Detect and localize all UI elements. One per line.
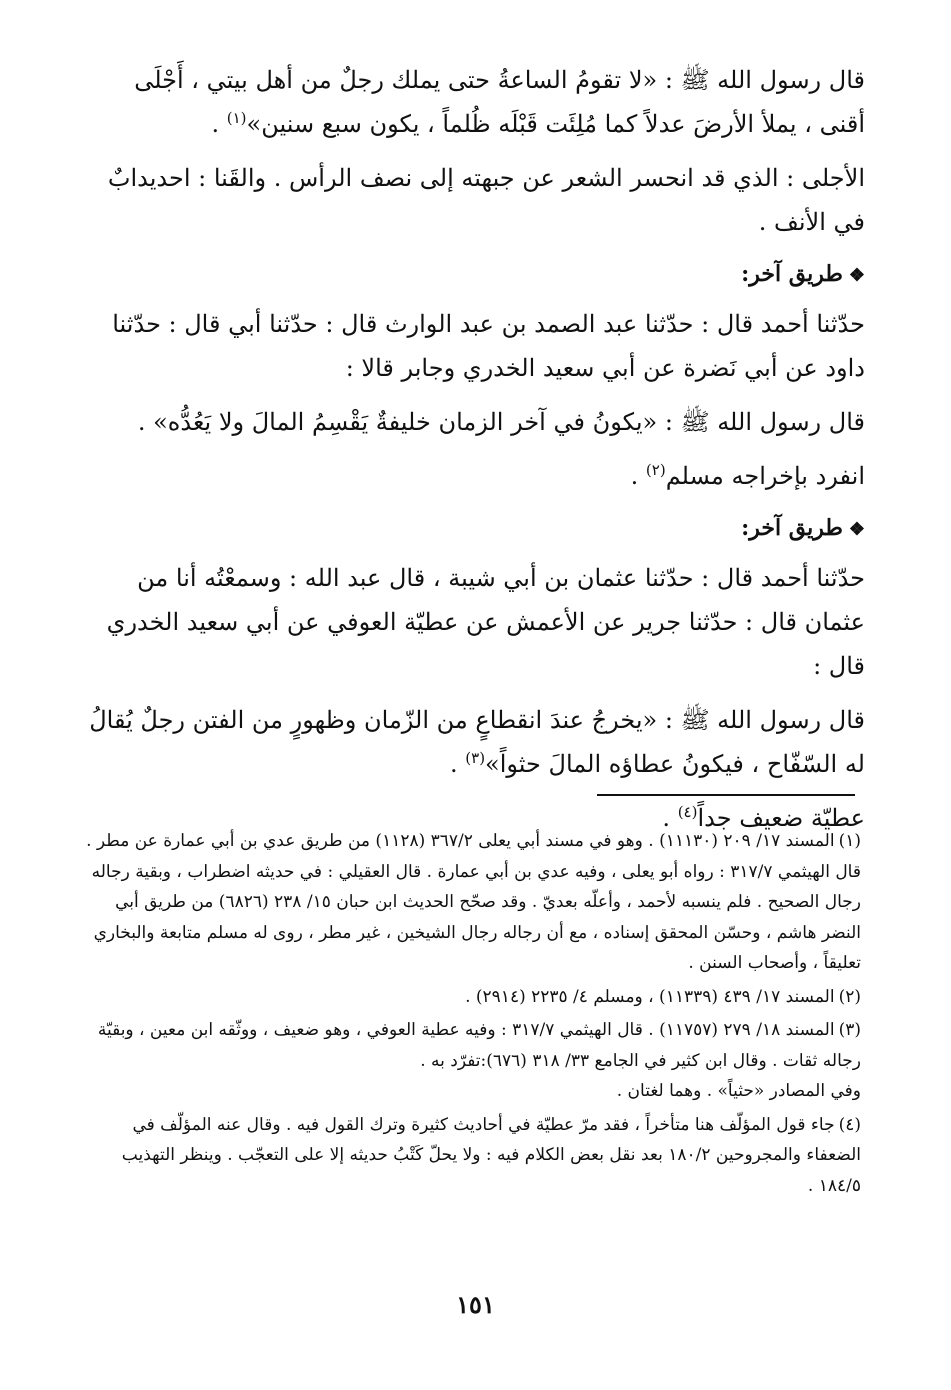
section-heading-2: ❖طريق آخر: bbox=[741, 515, 865, 541]
footnotes bbox=[86, 826, 861, 1204]
section-heading-1: ❖طريق آخر: bbox=[741, 261, 865, 287]
footnote-separator bbox=[597, 794, 855, 796]
main-text bbox=[86, 58, 865, 840]
footnote-ref-2[interactable]: (٢) bbox=[645, 461, 666, 479]
page-number: ١٥١ bbox=[456, 1290, 495, 1319]
hadith-paragraph-2: قال رسول الله ﷺ : «يكونُ في آخر الزمان خليفةٌ يَقْسِمُ المالَ ولا يَعُدُّه» . bbox=[137, 408, 865, 436]
grading-paragraph: عطيّة ضعيف جداً$^{(٤)}$ . bbox=[662, 803, 865, 832]
footnote-1: (١)المسند ١٧/ ٢٠٩ (١١١٣٠) . وهو في مسند أبي يعلى ٣٦٧/٢ (١١٢٨) من طريق عدي بن أبي عمارة عن مطر . قال الهيثمي ٣١٧/٧ : رواه أبو يعلى ، وفيه عدي بن أبي عمارة . قال العقيلي : في حديثه اضطراب ، وبقية رجاله رجال الصحيح . فلم ينسبه لأحمد ، وأعلّه بعديّ . وقد صحّح الحديث ابن حبان ١٥/ ٢٣٨ (٦٨٢٦) من طريق أبي النضر هاشم ، وحسّن المحقق إسناده ، مع أن رجاله رجال الشيخين ، غير مطر ، روى له مسلم متابعة والبخاري تعليقاً ، وأصحاب السنن . bbox=[86, 831, 861, 973]
footnote-2: (٢)المسند ١٧/ ٤٣٩ (١١٣٣٩) ، ومسلم ٤/ ٢٢٣٥ (٢٩١٤) . bbox=[465, 986, 861, 1007]
diamond-bullet-icon: ❖ bbox=[848, 265, 865, 286]
isnad-paragraph-1: حدّثنا أحمد قال : حدّثنا عبد الصمد بن عبد الوارث قال : حدّثنا أبي قال : حدّثنا داود عن أبي نَضرة عن أبي سعيد الخدري وجابر قالا : bbox=[112, 310, 865, 382]
footnote-ref-4[interactable]: (٤) bbox=[677, 803, 698, 821]
isnad-paragraph-2: حدّثنا أحمد قال : حدّثنا عثمان بن أبي شيبة ، قال عبد الله : وسمعْتُه أنا من عثمان قال : حدّثنا جرير عن الأعمش عن عطيّة العوفي عن أبي سعيد الخدري قال : bbox=[106, 564, 865, 680]
footnote-ref-3[interactable]: (٣) bbox=[465, 749, 486, 767]
footnote-3: (٣)المسند ١٨/ ٢٧٩ (١١٧٥٧) . قال الهيثمي ٣١٧/٧ : وفيه عطية العوفي ، وهو ضعيف ، ووثّقه ابن معين ، وبقيّة رجاله ثقات . وقال ابن كثير في الجامع ٣٣/ ٣١٨ (٦٧٦):تفرّد به . وفي المصادر «حثياً» . وهما لغتان . bbox=[97, 1020, 861, 1101]
takhrij-paragraph-1: انفرد بإخراجه مسلم$^{(٢)}$ . bbox=[630, 461, 865, 490]
footnote-ref-1[interactable]: (١) bbox=[226, 109, 247, 127]
explanation-paragraph: الأجلى : الذي قد انحسر الشعر عن جبهته إلى نصف الرأس . والقَنا : احديدابٌ في الأنف . bbox=[107, 164, 865, 236]
footnote-4: (٤)جاء قول المؤلّف هنا متأخراً ، فقد مرّ عطيّة في أحاديث كثيرة وترك القول فيه . وقال عنه المؤلّف في الضعفاء والمجروحين ١٨٠/٢ بعد نقل بعض الكلام فيه : ولا يحلّ كَتْبُ حديثه إلا على التعجّب . وينظر التهذيب ١٨٤/٥ . bbox=[121, 1114, 861, 1196]
hadith-paragraph-3: قال رسول الله ﷺ : «يخرجُ عندَ انقطاعٍ من الزّمان وظهورٍ من الفتن رجلٌ يُقالُ له السّفّاح ، فيكونُ عطاؤه المالَ حثواً»$^{(٣)}$ . bbox=[89, 706, 865, 778]
diamond-bullet-icon: ❖ bbox=[848, 519, 865, 540]
hadith-paragraph-1: قال رسول الله ﷺ : «لا تقومُ الساعةُ حتى يملك رجلٌ من أهل بيتي ، أَجْلَى أقنى ، يملأ الأرضَ عدلاً كما مُلِئَت قَبْلَه ظُلماً ، يكون سبع سنين»$^{(١)}$ . bbox=[134, 66, 865, 138]
